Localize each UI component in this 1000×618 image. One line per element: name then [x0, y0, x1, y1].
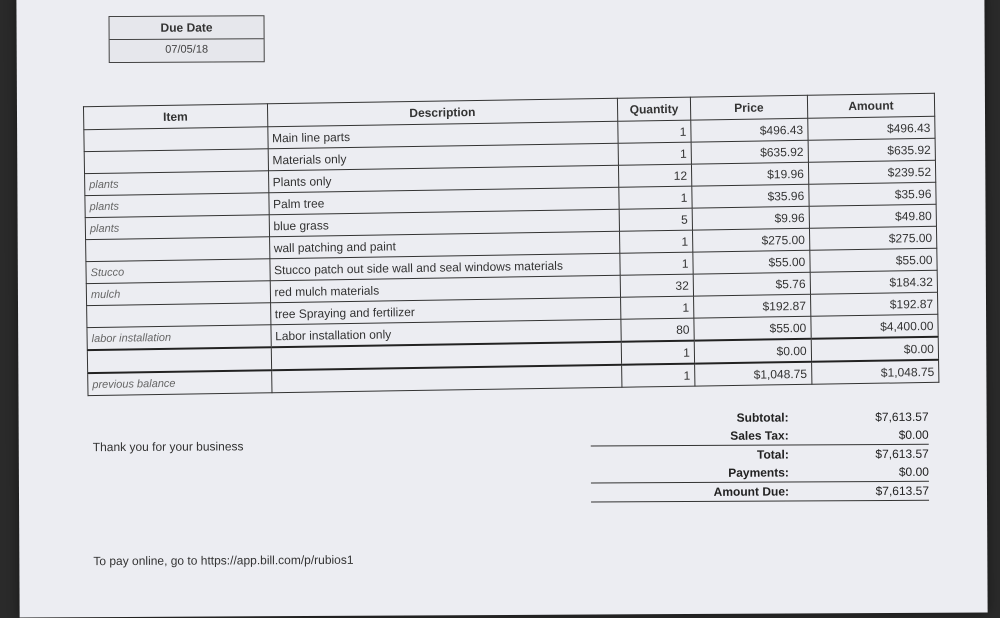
cell-item: [86, 237, 270, 262]
cell-price: $55.00: [693, 250, 810, 274]
cell-description: blue grass: [269, 209, 620, 237]
header-description: Description: [267, 98, 618, 127]
cell-amount: $192.87: [810, 292, 938, 316]
sales-tax-row: [591, 426, 929, 447]
cell-price: $1,048.75: [695, 362, 812, 386]
cell-price: $55.00: [694, 316, 811, 340]
subtotal-row: [591, 408, 929, 428]
cell-item: [87, 303, 271, 328]
amount-due-row: [591, 482, 929, 503]
cell-amount: $49.80: [809, 204, 937, 228]
header-quantity: Quantity: [617, 97, 690, 121]
sales-tax-label: Sales Tax:: [730, 428, 789, 443]
cell-amount: $55.00: [810, 248, 938, 272]
due-date-label: Due Date: [110, 16, 264, 40]
cell-price: $35.96: [692, 184, 809, 208]
cell-description: Materials only: [268, 143, 619, 171]
cell-item: [84, 149, 268, 174]
cell-item: mulch: [86, 281, 270, 306]
amount-due-value: $7,613.57: [875, 483, 930, 499]
payments-label: Payments:: [728, 465, 789, 480]
cell-item: previous balance: [88, 370, 272, 395]
cell-price: $0.00: [694, 339, 811, 364]
cell-quantity: 5: [619, 208, 692, 231]
cell-price: $275.00: [692, 228, 809, 252]
pay-online-note: To pay online, go to https://app.bill.com/p/rubios1: [93, 552, 354, 569]
header-price: Price: [690, 95, 807, 120]
due-date-value: 07/05/18: [165, 43, 209, 56]
cell-amount: $275.00: [809, 226, 937, 250]
cell-amount: $4,400.00: [811, 314, 939, 338]
cell-description: Stucco patch out side wall and seal windows materials: [269, 253, 620, 281]
cell-description: Main line parts: [267, 121, 618, 149]
total-value: $7,613.57: [875, 446, 929, 462]
cell-quantity: 80: [621, 318, 694, 342]
cell-amount: $239.52: [808, 160, 936, 184]
cell-price: $635.92: [691, 140, 808, 164]
total-row: [591, 445, 929, 465]
cell-quantity: 12: [618, 164, 691, 187]
cell-description: Palm tree: [268, 187, 619, 215]
thank-you-note: Thank you for your business: [92, 439, 244, 455]
cell-description: tree Spraying and fertilizer: [270, 297, 621, 325]
cell-quantity: 1: [618, 120, 691, 143]
due-date-box: [108, 15, 264, 63]
cell-item: [87, 347, 271, 373]
cell-description: red mulch materials: [270, 275, 621, 303]
cell-description: wall patching and paint: [269, 231, 620, 259]
cell-quantity: 1: [622, 364, 695, 388]
cell-quantity: 1: [619, 186, 692, 209]
cell-item: plants: [85, 215, 269, 240]
cell-description: Labor installation only: [270, 319, 621, 347]
cell-quantity: 32: [620, 274, 693, 297]
cell-quantity: 1: [620, 252, 693, 275]
cell-price: $5.76: [693, 272, 810, 296]
sales-tax-value: $0.00: [898, 427, 929, 442]
cell-price: $19.96: [691, 162, 808, 186]
cell-price: $9.96: [692, 206, 809, 230]
subtotal-value: $7,613.57: [875, 409, 929, 425]
subtotal-label: Subtotal:: [736, 410, 789, 425]
cell-amount: $1,048.75: [811, 360, 939, 384]
cell-item: plants: [85, 193, 269, 218]
cell-quantity: 1: [619, 230, 692, 253]
header-amount: Amount: [807, 93, 935, 118]
cell-quantity: 1: [618, 142, 691, 165]
cell-quantity: 1: [620, 296, 693, 319]
cell-item: [84, 127, 268, 152]
cell-quantity: 1: [621, 341, 694, 365]
payments-value: $0.00: [898, 464, 929, 479]
cell-item: plants: [85, 171, 269, 196]
cell-amount: $496.43: [807, 116, 935, 140]
invoice-page: [16, 0, 987, 618]
cell-price: $496.43: [691, 118, 808, 142]
totals-block: [591, 408, 929, 503]
cell-amount: $0.00: [811, 337, 939, 362]
cell-description: [271, 365, 622, 393]
line-items-table: [83, 93, 939, 396]
cell-item: Stucco: [86, 259, 270, 284]
cell-amount: $35.96: [809, 182, 937, 206]
amount-due-label: Amount Due:: [713, 484, 790, 499]
payments-row: [591, 463, 929, 484]
cell-description: Plants only: [268, 165, 619, 193]
cell-amount: $184.32: [810, 270, 938, 294]
cell-price: $192.87: [693, 294, 810, 318]
header-item: Item: [83, 104, 267, 130]
cell-amount: $635.92: [808, 138, 936, 162]
cell-item: labor installation: [87, 325, 271, 350]
total-label: Total:: [756, 447, 789, 462]
